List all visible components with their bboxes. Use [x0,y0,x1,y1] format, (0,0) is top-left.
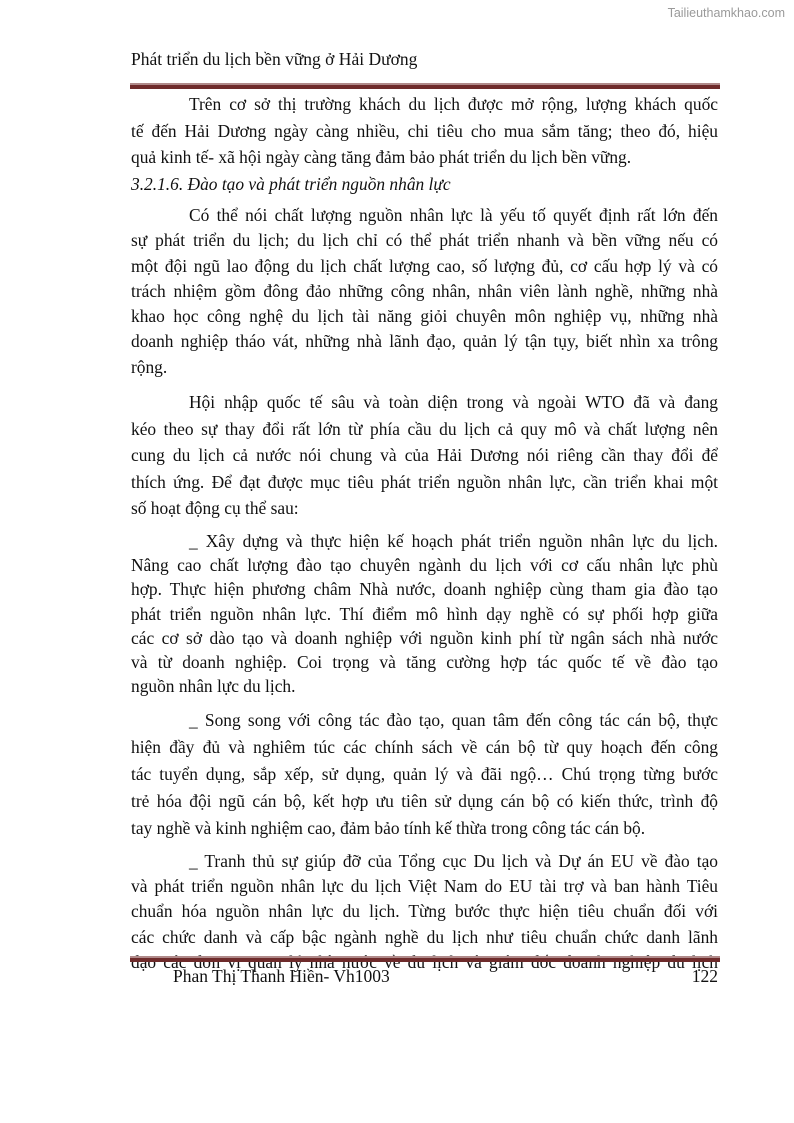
text-line: nguồn nhân lực du lịch. [131,676,296,697]
header-rule [130,83,720,89]
text-line: _ Song song với công tác đào tạo, quan tâm đến công tác cán bộ, thực [189,710,718,730]
text-line: Có thể nói chất lượng nguồn nhân lực là yếu tố quyết định rất lớn đến [189,205,718,225]
text-line: số hoạt động cụ thể sau: [131,498,299,518]
running-header: Phát triển du lịch bền vững ở Hải Dương [131,49,418,69]
text-line: Trên cơ sở thị trường khách du lịch được mở rộng, lượng khách quốc [189,94,718,114]
text-line: sự phát triển du lịch; du lịch chỉ có thể phát triển nhanh và bền vững nếu có [131,230,718,251]
text-line: _ Tranh thủ sự giúp đỡ của Tổng cục Du lịch và Dự án EU về đào tạo [189,851,718,871]
text-line: doanh nghiệp tháo vát, những nhà lãnh đạo, quản lý tận tụy, biết nhìn xa trông [131,331,718,352]
text-line: tế đến Hải Dương ngày càng nhiều, chi tiêu cho mua sắm tăng; theo đó, hiệu [131,120,718,141]
text-line: trẻ hóa đội ngũ cán bộ, kết hợp ưu tiên sử dụng cán bộ có kiến thức, trình độ [131,791,718,811]
text-line: trách nhiệm gồm đông đảo những công nhân, nhân viên lành nghề, những nhà [131,280,718,301]
section-heading: 3.2.1.6. Đào tạo và phát triển nguồn nhân lực [131,174,451,194]
text-line: cung du lịch cả nước nói chung và của Hải Dương nói riêng cần thay đổi để [131,445,718,465]
text-line: hợp. Thực hiện phương châm Nhà nước, doanh nghiệp cùng tham gia đào tạo [131,579,718,600]
paragraph [131,707,718,842]
text-line: và từ doanh nghiệp. Coi trọng và tăng cường hợp tác quốc tế về đào tạo [131,652,718,673]
text-line: kéo theo sự thay đổi rất lớn từ phía cầu du lịch cả quy mô và chất lượng nên [131,418,718,439]
page-number: 122 [691,966,718,986]
text-line: quả kinh tế- xã hội ngày càng tăng đảm bảo phát triển du lịch bền vững. [131,147,632,167]
paragraph [131,203,718,380]
paragraph [131,91,718,171]
text-line: rộng. [131,356,168,377]
footer-rule [130,956,720,962]
text-line: các cơ sở dào tạo và doanh nghiệp với nguồn kinh phí từ ngân sách nhà nước [131,627,718,648]
paragraph [131,389,718,522]
text-line: _ Xây dựng và thực hiện kế hoạch phát triển nguồn nhân lực du lịch. [189,531,718,551]
text-line: Nâng cao chất lượng đào tạo chuyên ngành du lịch với cơ cấu nhân lực phù [131,555,718,576]
text-line: tác tuyển dụng, sắp xếp, sử dụng, quản lý và đãi ngộ… Chú trọng từng bước [131,764,718,784]
text-line: Hội nhập quốc tế sâu và toàn diện trong và ngoài WTO đã và đang [189,392,718,412]
footer-author: Phan Thị Thanh Hiền- Vh1003 [173,966,390,986]
text-line: phát triển nguồn nhân lực. Thí điểm mô hình dạy nghề có sự phối hợp giữa [131,603,718,624]
text-line: chuẩn hóa nguồn nhân lực du lịch. Từng bước thực hiện tiêu chuẩn đối với [131,901,718,922]
text-line: các chức danh và cấp bậc ngành nghề du lịch như tiêu chuẩn chức danh lãnh [131,926,718,947]
text-line: tay nghề và kinh nghiệm cao, đảm bảo tính kế thừa trong công tác cán bộ. [131,818,646,838]
text-line: khao học công nghệ du lịch tài năng giỏi chuyên môn nghiệp vụ, những nhà [131,306,718,327]
text-line: một đội ngũ lao động du lịch chất lượng cao, số lượng đủ, cơ cấu hợp lý và có [131,255,718,276]
text-line: thích ứng. Để đạt được mục tiêu phát triển nguồn nhân lực, cần triển khai một [131,471,718,492]
text-line: hiện đầy đủ và nghiêm túc các chính sách về cán bộ từ quy hoạch đến công [131,737,718,757]
watermark: Tailieuthamkhao.com [667,6,785,20]
paragraph [131,529,718,698]
text-line: và phát triển nguồn nhân lực du lịch Việt Nam do EU tài trợ và ban hành Tiêu [131,876,718,897]
